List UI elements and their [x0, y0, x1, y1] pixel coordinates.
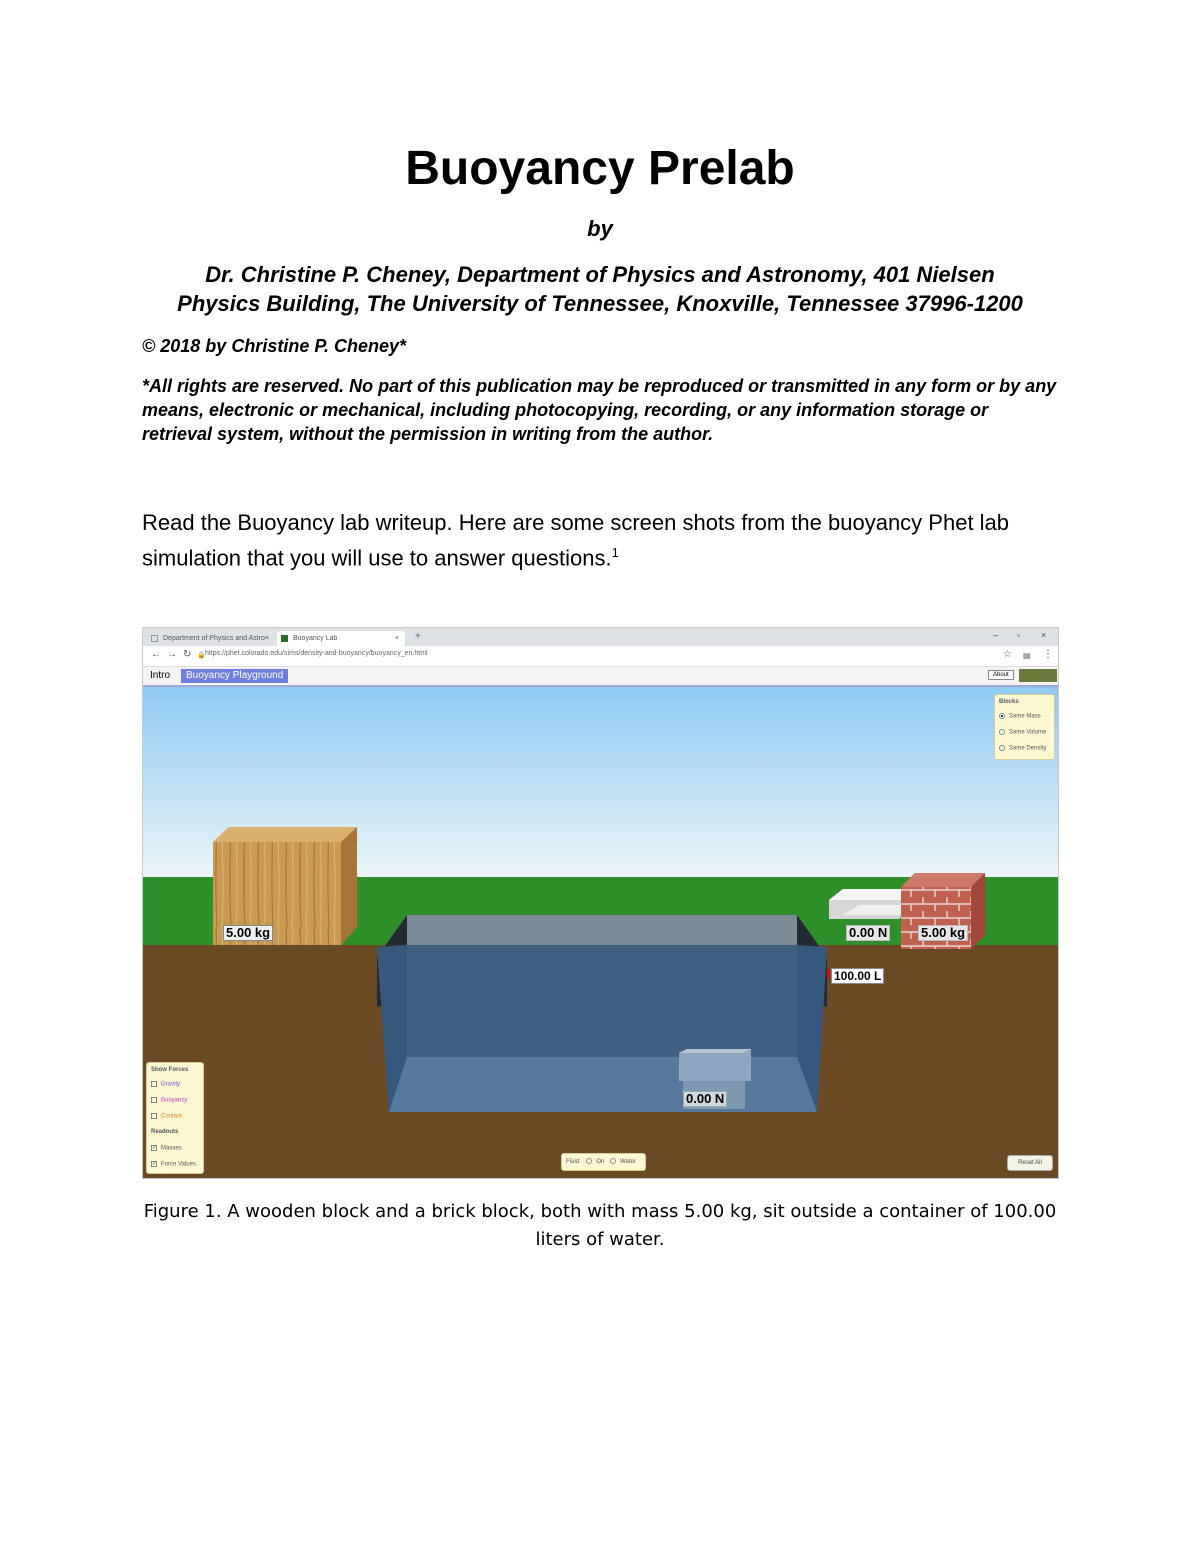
- wood-mass-label: 5.00 kg: [223, 925, 273, 941]
- close-icon[interactable]: ×: [264, 635, 269, 642]
- scale-reading-bottom: 0.00 N: [683, 1091, 727, 1107]
- url-text[interactable]: https://phet.colorado.edu/sims/density-and-buoyancy/buoyancy_en.html: [205, 650, 428, 657]
- lock-icon: 🔒: [197, 652, 206, 659]
- tab-intro[interactable]: Intro: [150, 670, 171, 681]
- checkbox-icon[interactable]: [151, 1081, 157, 1087]
- intro-text: Read the Buoyancy lab writeup. Here are some screen shots from the buoyancy Phet lab simulation that you will use to answer questions.: [142, 510, 1010, 571]
- address-bar: [143, 646, 1058, 667]
- readouts-heading: Readouts: [151, 1129, 179, 1135]
- gravity-label: Gravity: [161, 1081, 181, 1088]
- tab-buoyancy-playground[interactable]: Buoyancy Playground: [181, 669, 288, 683]
- phet-logo-icon: [1019, 669, 1057, 682]
- contact-label: Contact: [161, 1113, 182, 1120]
- copyright-notice: © 2018 by Christine P. Cheney*: [142, 336, 407, 356]
- caption-line-1: Figure 1. A wooden block and a brick block, both with mass 5.00 kg, sit outside a container of 100.00: [143, 1201, 1057, 1222]
- footnote-marker: 1: [611, 545, 619, 560]
- radio-icon[interactable]: [999, 745, 1005, 751]
- reload-icon[interactable]: ↻: [183, 649, 192, 660]
- about-button[interactable]: About: [988, 670, 1014, 680]
- document-title: Buoyancy Prelab: [405, 142, 795, 195]
- caption-line-2: liters of water.: [535, 1229, 665, 1250]
- browser-tab-buoyancy[interactable]: [277, 631, 405, 646]
- radio-icon[interactable]: [999, 729, 1005, 735]
- checkbox-icon[interactable]: [151, 1097, 157, 1103]
- maximize-icon[interactable]: ▫: [1017, 630, 1021, 640]
- radio-icon[interactable]: [586, 1158, 592, 1164]
- checkmark-icon[interactable]: ✓: [152, 1161, 158, 1167]
- buoyancy-label: Buoyancy: [161, 1097, 188, 1104]
- gravity-checkbox-row[interactable]: [151, 1081, 180, 1088]
- fluid-volume-label: 100.00 L: [831, 968, 884, 984]
- browser-tab-label: Department of Physics and Astro: [163, 635, 265, 642]
- option-label: Same Mass: [1009, 713, 1041, 720]
- author-affiliation: [142, 260, 1058, 318]
- blocks-panel: [994, 694, 1055, 760]
- masses-label: Masses: [161, 1145, 182, 1152]
- option-label: Same Volume: [1009, 729, 1047, 736]
- simulation-screenshot: [142, 627, 1059, 1179]
- back-arrow-icon[interactable]: ←: [151, 649, 161, 660]
- star-icon[interactable]: ☆: [1003, 649, 1012, 660]
- browser-tab-department[interactable]: [147, 631, 275, 646]
- figure-caption: [142, 1198, 1058, 1254]
- author-line-2: Physics Building, The University of Tennessee, Knoxville, Tennessee 37996-1200: [177, 291, 1023, 316]
- option-label: Same Density: [1009, 745, 1047, 752]
- window-close-icon[interactable]: ×: [1041, 630, 1047, 640]
- blocks-panel-heading: Blocks: [999, 699, 1019, 705]
- radio-selected-icon[interactable]: [999, 713, 1005, 719]
- same-density-option[interactable]: [999, 745, 1046, 752]
- masses-checkbox-row[interactable]: [151, 1145, 182, 1152]
- same-volume-option[interactable]: [999, 729, 1046, 736]
- radio-icon[interactable]: [610, 1158, 616, 1164]
- same-mass-option[interactable]: [999, 713, 1041, 720]
- sim-scene: [143, 687, 1058, 1179]
- forward-arrow-icon[interactable]: →: [167, 649, 177, 660]
- show-forces-panel: [146, 1062, 204, 1174]
- sim-screen-tabs: [143, 667, 1058, 687]
- fluid-control: [561, 1153, 646, 1171]
- phet-favicon-icon: [281, 635, 288, 642]
- force-values-checkbox-row[interactable]: [151, 1161, 196, 1168]
- close-icon[interactable]: ×: [394, 635, 399, 642]
- minimize-icon[interactable]: –: [993, 630, 999, 640]
- contact-checkbox-row[interactable]: [151, 1113, 182, 1120]
- fluid-label: Fluid:: [566, 1159, 581, 1165]
- brick-mass-label: 5.00 kg: [918, 925, 968, 941]
- fluid-water-label: Water: [620, 1159, 636, 1165]
- browser-tab-label: Buoyancy Lab: [293, 635, 338, 642]
- scale-reading-top: 0.00 N: [846, 925, 890, 941]
- buoyancy-checkbox-row[interactable]: [151, 1097, 187, 1104]
- fluid-on-label: On: [596, 1159, 605, 1165]
- menu-dots-icon[interactable]: ⋮: [1043, 649, 1053, 660]
- water-pool: [377, 915, 827, 1112]
- by-line: by: [587, 216, 613, 241]
- page-icon: [151, 635, 158, 642]
- browser-tab-strip: [143, 628, 1058, 646]
- checkbox-icon[interactable]: [151, 1113, 157, 1119]
- checkmark-icon[interactable]: ✓: [152, 1145, 158, 1151]
- rights-statement: *All rights are reserved. No part of this publication may be reproduced or transmitted in any form or by any means, electronic or mechanical, including photocopying, recording, or any information storage or retrieval system, without the permission in writing from the author.: [142, 376, 1057, 444]
- show-forces-heading: Show Forces: [151, 1067, 189, 1073]
- author-line-1: Dr. Christine P. Cheney, Department of Physics and Astronomy, 401 Nielsen: [205, 262, 995, 287]
- intro-paragraph: [142, 508, 1062, 573]
- printer-icon[interactable]: ▤: [1023, 651, 1031, 660]
- new-tab-icon[interactable]: +: [415, 631, 421, 642]
- force-values-label: Force Values: [161, 1161, 196, 1168]
- volume-marker: [827, 969, 830, 979]
- reset-all-button[interactable]: Reset All: [1007, 1155, 1053, 1171]
